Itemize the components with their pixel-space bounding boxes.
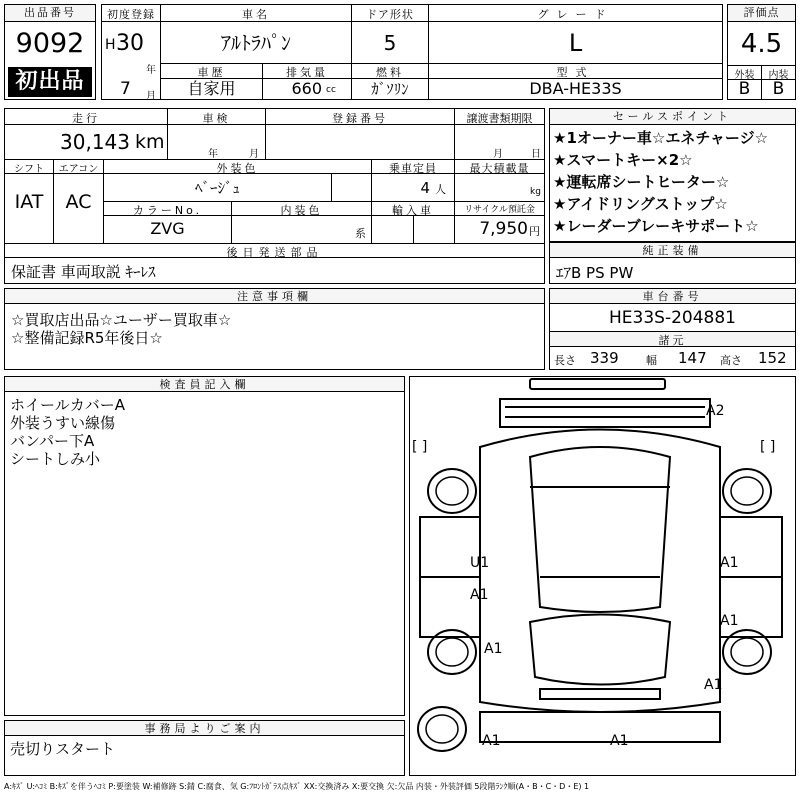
door-value: 5 xyxy=(383,31,397,55)
equipment-label: 純正装備 xyxy=(550,243,795,258)
inspection-year-unit: 年 xyxy=(208,149,218,160)
fuel-label: 燃料 xyxy=(376,66,404,78)
capacity-value: 4 xyxy=(420,179,430,197)
first-reg-label: 初度登録 xyxy=(107,8,155,21)
max-load-label: 最大積載量 xyxy=(469,162,530,173)
first-reg-month-unit: 月 xyxy=(146,91,156,102)
capacity-unit: 人 xyxy=(435,183,446,196)
inspector-label: 検査員記入欄 xyxy=(5,377,404,392)
notes-box xyxy=(4,288,545,370)
damage-mark: A1 xyxy=(610,733,629,749)
lot-number: 9092 xyxy=(15,28,85,59)
first-reg-year-unit: 年 xyxy=(146,65,156,76)
chassis-value: HE33S-204881 xyxy=(609,308,736,328)
later-parts-value: 保証書 車両取説 ｷｰﾚｽ xyxy=(11,263,156,281)
import-label: 輸入車 xyxy=(392,204,434,215)
displacement-unit: cc xyxy=(326,85,336,95)
office-box xyxy=(4,720,405,776)
car-name-label: 車名 xyxy=(242,8,270,21)
damage-mark: A1 xyxy=(470,587,489,603)
color-no-label: カラーNo. xyxy=(132,204,203,215)
int-color-unit: 系 xyxy=(355,227,366,240)
door-label: ドア形状 xyxy=(366,8,414,21)
height-label: 高さ xyxy=(720,354,742,367)
equipment-value: ｴｱB PS PW xyxy=(556,264,634,282)
damage-mark: A1 xyxy=(704,677,723,693)
legend-text: A:ｷｽﾞ U:ﾍｺﾐ B:ｷｽﾞを伴うﾍｺﾐ P:要塗装 W:補修跡 S:錆 C:腐食、気 G:ﾌﾛﾝﾄｶﾞﾗｽ点ｷｽﾞ XX:交換済み X:要交換 欠:欠品 内装・外装評価 5段階ﾗﾝｸ順(A・B・C・D・E) 1 xyxy=(4,782,590,791)
damage-mark: A1 xyxy=(720,613,739,629)
transfer-month-unit: 月 xyxy=(493,149,503,160)
sales-point-item: ★1オーナー車☆エネチャージ☆ xyxy=(553,129,769,147)
displacement-value: 660 xyxy=(291,79,322,98)
details-grid xyxy=(4,108,545,284)
inspector-box xyxy=(4,376,405,716)
damage-mark: A2 xyxy=(706,403,725,419)
displacement-label: 排気量 xyxy=(286,66,328,78)
model-label: 型式 xyxy=(556,66,595,78)
ext-color-value: ﾍﾞｰｼﾞｭ xyxy=(194,179,240,197)
inspector-line: ホイールカバーA xyxy=(10,396,125,414)
width-value: 147 xyxy=(678,349,707,367)
mileage-unit: km xyxy=(135,131,165,153)
color-no-value: ZVG xyxy=(150,219,185,238)
note-line: ☆整備記録R5年後日☆ xyxy=(11,329,163,347)
length-label: 長さ xyxy=(554,354,576,367)
sales-points-box xyxy=(549,108,796,242)
later-parts-label: 後日発送部品 xyxy=(226,246,323,257)
chassis-label: 車台番号 xyxy=(550,289,795,304)
first-reg-year: 30 xyxy=(116,31,144,56)
max-load-unit: kg xyxy=(530,187,541,197)
interior-score: B xyxy=(772,80,785,99)
height-value: 152 xyxy=(758,349,787,367)
note-line: ☆買取店出品☆ユーザー買取車☆ xyxy=(11,311,232,329)
inspector-list xyxy=(10,396,400,468)
inspector-line: バンパー下A xyxy=(10,432,95,450)
aircon-label: エアコン xyxy=(58,164,99,173)
sales-point-item: ★レーダーブレーキサポート☆ xyxy=(553,217,759,235)
equipment-box xyxy=(549,242,796,284)
transfer-day-unit: 日 xyxy=(531,149,541,160)
notes-label: 注意事項欄 xyxy=(5,289,544,304)
score-label: 評価点 xyxy=(728,5,795,22)
length-value: 339 xyxy=(590,349,619,367)
model-value: DBA-HE33S xyxy=(529,79,622,98)
fuel-value: ｶﾞｿﾘﾝ xyxy=(371,80,409,98)
grade-value: L xyxy=(568,29,583,57)
bracket-mark: [ ] xyxy=(760,439,776,455)
office-value: 売切りスタート xyxy=(10,740,116,758)
inspection-label: 車検 xyxy=(202,112,231,124)
damage-mark: A1 xyxy=(482,733,501,749)
recycle-value: 7,950 xyxy=(479,219,528,239)
inspector-line: 外装うすい線傷 xyxy=(10,414,116,432)
exterior-label: 外装 xyxy=(734,70,755,81)
int-color-label: 内装色 xyxy=(280,204,323,215)
first-reg-month: 7 xyxy=(120,79,131,99)
vehicle-header-grid xyxy=(101,4,723,100)
recycle-unit: 円 xyxy=(529,225,540,238)
inspector-line: シートしみ小 xyxy=(10,450,101,468)
mileage-value: 30,143 xyxy=(60,130,130,154)
chassis-box xyxy=(549,288,796,370)
ext-color-label: 外装色 xyxy=(216,162,259,173)
sales-point-item: ★アイドリングストップ☆ xyxy=(553,195,728,213)
capacity-label: 乗車定員 xyxy=(389,162,437,173)
shift-value: IAT xyxy=(14,191,44,213)
transfer-label: 譲渡書類期限 xyxy=(466,112,533,124)
history-value: 自家用 xyxy=(187,79,236,98)
sales-point-item: ★運転席シートヒーター☆ xyxy=(553,173,730,191)
sales-points-label: セールスポイント xyxy=(550,109,795,125)
interior-label: 内装 xyxy=(768,70,789,81)
notes-list xyxy=(11,311,541,347)
score-box xyxy=(727,4,796,100)
first-listing-badge: 初出品 xyxy=(8,67,92,97)
first-reg-era: H xyxy=(105,37,116,53)
width-label: 幅 xyxy=(646,354,657,367)
inspection-month-unit: 月 xyxy=(249,149,259,160)
mileage-label: 走行 xyxy=(72,112,100,124)
history-label: 車歴 xyxy=(197,66,226,78)
lot-box xyxy=(4,4,96,100)
grade-label: グレード xyxy=(537,8,614,21)
sales-point-item: ★スマートキー×2☆ xyxy=(553,151,693,169)
sales-points-list xyxy=(553,127,795,237)
damage-mark: A1 xyxy=(484,641,503,657)
shift-label: シフト xyxy=(14,164,44,173)
score-value: 4.5 xyxy=(740,29,783,59)
car-diagram-svg xyxy=(410,377,795,775)
office-label: 事務局よりご案内 xyxy=(5,721,404,736)
aircon-value: AC xyxy=(65,191,92,213)
car-name-value: ｱﾙﾄﾗﾊﾟﾝ xyxy=(221,31,291,55)
lot-label: 出品番号 xyxy=(5,5,95,22)
damage-mark: A1 xyxy=(720,555,739,571)
exterior-score: B xyxy=(738,80,751,99)
recycle-label: リサイクル預託金 xyxy=(464,205,535,215)
bracket-mark: [ ] xyxy=(412,439,428,455)
damage-mark: U1 xyxy=(470,555,490,571)
reg-no-label: 登録番号 xyxy=(332,112,388,124)
car-diagram xyxy=(409,376,796,776)
dims-label: 諸元 xyxy=(550,332,795,346)
